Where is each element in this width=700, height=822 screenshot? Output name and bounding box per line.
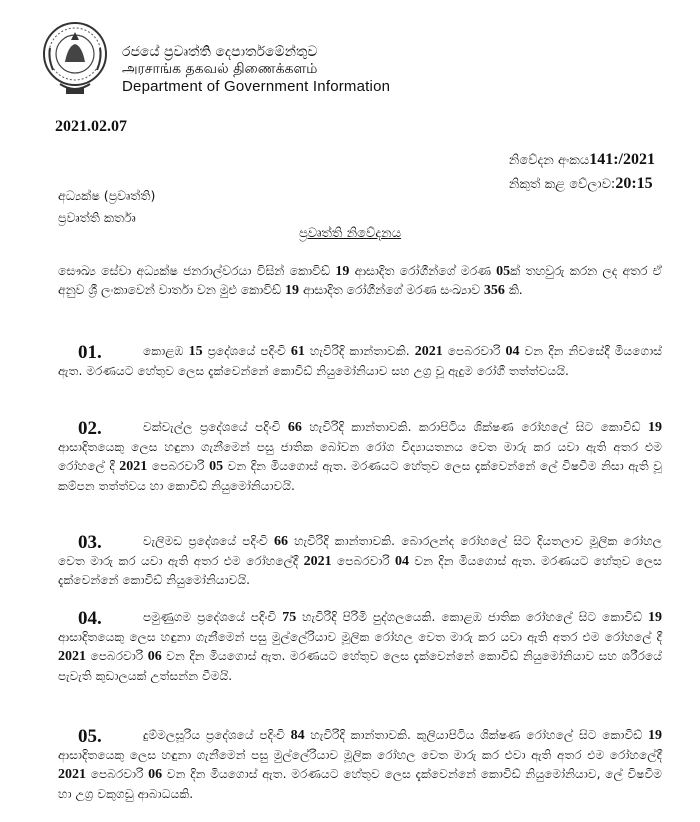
item-number-value: 06: [147, 649, 162, 664]
intro-text: කි.: [508, 283, 523, 297]
item-text-segment: වන දින මියගොස් ඇත. මරණයට හේතුව ලෙස දැක්වෙන්නේ කොවිඩ් නියුමෝනියාව, ලේ විෂවීම හා උග්‍ර වකුගඩු ආබාධයකි.: [58, 767, 662, 801]
list-item: [58, 726, 662, 804]
item-text-segment: වන දින නිවසේදී මියගොස් ඇත. මරණයට හේතුව ලෙස දැක්වෙන්නේ කොවිඩ් නියුමෝනියාව සහ උග්‍ර වූ ඇදුම රෝගී තත්ත්වයයි.: [58, 344, 662, 378]
item-number-value: 19: [648, 610, 662, 625]
page-title: [0, 226, 700, 241]
item-text-segment: වැලිමඩ ප්‍රදේශයේ පදිංචි: [143, 534, 274, 548]
item-text-segment: පෙබරවාරි: [86, 767, 149, 781]
item-number-value: 61: [290, 344, 305, 359]
item-text-segment: කොළඹ: [143, 344, 189, 358]
intro-number: 19: [285, 283, 300, 298]
item-text-segment: ප්‍රදේශයේ පදිංචි: [202, 344, 291, 358]
item-text-segment: වක්වැල්ල ප්‍රදේශයේ පදිංචි: [143, 420, 288, 434]
list-item: [58, 532, 662, 591]
item-text: [58, 726, 662, 804]
page-title-text: ප්‍රවෘත්ති නිවේදනය: [298, 226, 402, 241]
recipient-director: අධ්‍යක්ෂ (ප්‍රවෘත්ති): [58, 188, 156, 203]
list-item: [58, 342, 662, 381]
item-number-value: 84: [290, 728, 305, 743]
item-text-segment: වන දින මියගොස් ඇත. මරණයට හේතුව ලෙස දැක්වෙන්නේ කොවිඩ් නියුමෝනියාවයි.: [58, 553, 663, 587]
item-number-value: 75: [282, 610, 297, 625]
item-number: 02.: [78, 418, 102, 439]
item-number-value: 04: [395, 553, 410, 569]
item-text-segment: හැවිරිදි කාන්තාවකි. කරාපිටිය ශික්ෂණ රෝහලේ සිට කොවිඩ්: [301, 420, 648, 434]
item-number-value: 05: [209, 459, 224, 474]
item-text: [58, 608, 662, 686]
item-number-value: 06: [148, 767, 163, 782]
sri-lanka-emblem-icon: [40, 18, 110, 96]
intro-text: ආසාදිත රෝගීන්ගේ මරණ: [354, 264, 491, 278]
item-text-segment: වන දින මියගොස් ඇත. මරණයට හේතුව ලෙස දැක්වෙන්නේ ලේ විෂවීම නිසා ඇති වූ කම්පන තත්ත්වය හා කොවිඩ් නියුමෝනියාවයි.: [58, 459, 662, 493]
intro-text: ක් තහවුරු කරන ලද අතර ඒ අනුව ශ්‍රී ලංකාවෙන් වාර්තා වන මුළු කොවිඩ්: [58, 264, 662, 297]
item-number-value: 2021: [119, 459, 148, 474]
item-text-segment: හැවිරිදි කාන්තාවකි. කුලියාපිටිය ශික්ෂණ රෝහලේ සිට කොවිඩ්: [304, 728, 648, 742]
item-text-segment: වන දින මියගොස් ඇත. මරණයට හේතුව ලෙස දැක්වෙන්නේ කොවිඩ් නියුමෝනියාව සහ ශරීරයේ පැවැති කුඩාලයක් උත්සන්න වීමයි.: [58, 649, 662, 683]
item-number-value: 15: [188, 344, 203, 359]
item-text-segment: හැවිරිදි කාන්තාවකි.: [304, 344, 415, 358]
item-text-segment: ආසාදිතයෙකු ලෙස හඳුනා ගැනීමෙන් පසු මුල්ලේරියාව මූලික රෝහල වෙත මාරු කර එවා ඇති අතර එම රෝහලේදී: [58, 747, 662, 762]
department-name-tamil: அரசாங்க தகவல் திணைக்களம்: [122, 61, 318, 77]
list-item: [58, 418, 662, 496]
item-number-value: 2021: [58, 767, 86, 782]
release-time-label: නිකුත් කළ වේලාව:: [508, 177, 616, 192]
release-time: [509, 172, 655, 196]
department-name-sinhala: රජයේ ප්‍රවෘත්ති දෙපාර්තමේන්තුව: [122, 44, 318, 60]
release-time-value: 20:15: [615, 175, 653, 192]
intro-number: 356: [483, 283, 505, 298]
intro-text: සෞඛ්‍ය සේවා අධ්‍යක්ෂ ජනරාල්වරයා විසින් කොවිඩ්: [58, 264, 330, 278]
item-number-value: 19: [647, 728, 662, 743]
item-text-segment: හැවිරිදි පිරිමි පුද්ගලයෙකි. කොළඹ ජාතික රෝහලේ සිට කොවිඩ්: [296, 610, 648, 624]
recipients: [58, 185, 155, 229]
item-number-value: 66: [273, 534, 288, 549]
item-number: 05.: [78, 726, 102, 747]
item-text-segment: දුම්මලසූරිය ප්‍රදේශයේ පදිංචි: [143, 728, 291, 742]
item-text: [58, 342, 662, 381]
item-text-segment: පෙබරවාරි: [147, 459, 210, 473]
intro-number: 05: [496, 264, 511, 279]
item-number-value: 19: [647, 420, 662, 435]
item-text: [58, 532, 662, 591]
item-number-value: 66: [287, 420, 302, 435]
item-number: 01.: [78, 342, 102, 363]
release-number-value: 141:/2021: [589, 151, 655, 168]
intro-text: ආසාදිත රෝගීන්ගේ මරණ සංඛ්‍යාව: [302, 283, 480, 297]
item-text-segment: පමුණුගම ප්‍රදේශයේ පදිංචි: [143, 610, 283, 624]
release-date: 2021.02.07: [55, 118, 127, 135]
item-text-segment: පෙබරවාරි: [86, 649, 148, 663]
item-number-value: 2021: [414, 344, 443, 359]
reference-block: [509, 148, 655, 196]
item-text-segment: ආසාදිතයෙකු ලෙස හඳුනා ගැනීමෙන් පසු මුල්ලේරියාව මූලික රෝහල වෙත මාරු කර යවා ඇති අතර එම රෝහලේ දී: [58, 629, 662, 644]
list-item: [58, 608, 662, 686]
department-name-english: Department of Government Information: [122, 78, 391, 95]
release-number-label: නිවේදන අංකය: [508, 153, 590, 168]
item-text-segment: හැවිරිදි කාන්තාවකි. බොරලන්ද රෝහලේ සිට දියතලාව මූලික රෝහල වෙත මාරු කර යවා ඇති අතර එම රෝහලේදී: [58, 534, 662, 568]
item-number: 04.: [78, 608, 102, 629]
item-text-segment: ආසාදිතයෙකු ලෙස හඳුනා ගැනීමෙන් පසු ජාතික බෝවන රෝග විද්‍යායතනය වෙත මාරු කර යවා ඇති අතර එම රෝහලේ දී: [58, 439, 662, 473]
item-number-value: 04: [505, 344, 520, 359]
item-text: [58, 418, 662, 496]
item-number-value: 2021: [303, 553, 332, 569]
release-number: [509, 148, 655, 172]
item-text-segment: පෙබරවාරි: [442, 344, 506, 358]
intro-number: 19: [335, 264, 350, 279]
item-number: 03.: [78, 532, 102, 553]
item-text-segment: පෙබරවාරි: [331, 553, 396, 568]
recipient-editor: ප්‍රවෘත්ති කර්තෘ: [58, 210, 136, 225]
intro-paragraph: [58, 262, 662, 300]
item-number-value: 2021: [58, 649, 86, 664]
department-name: [122, 44, 390, 95]
